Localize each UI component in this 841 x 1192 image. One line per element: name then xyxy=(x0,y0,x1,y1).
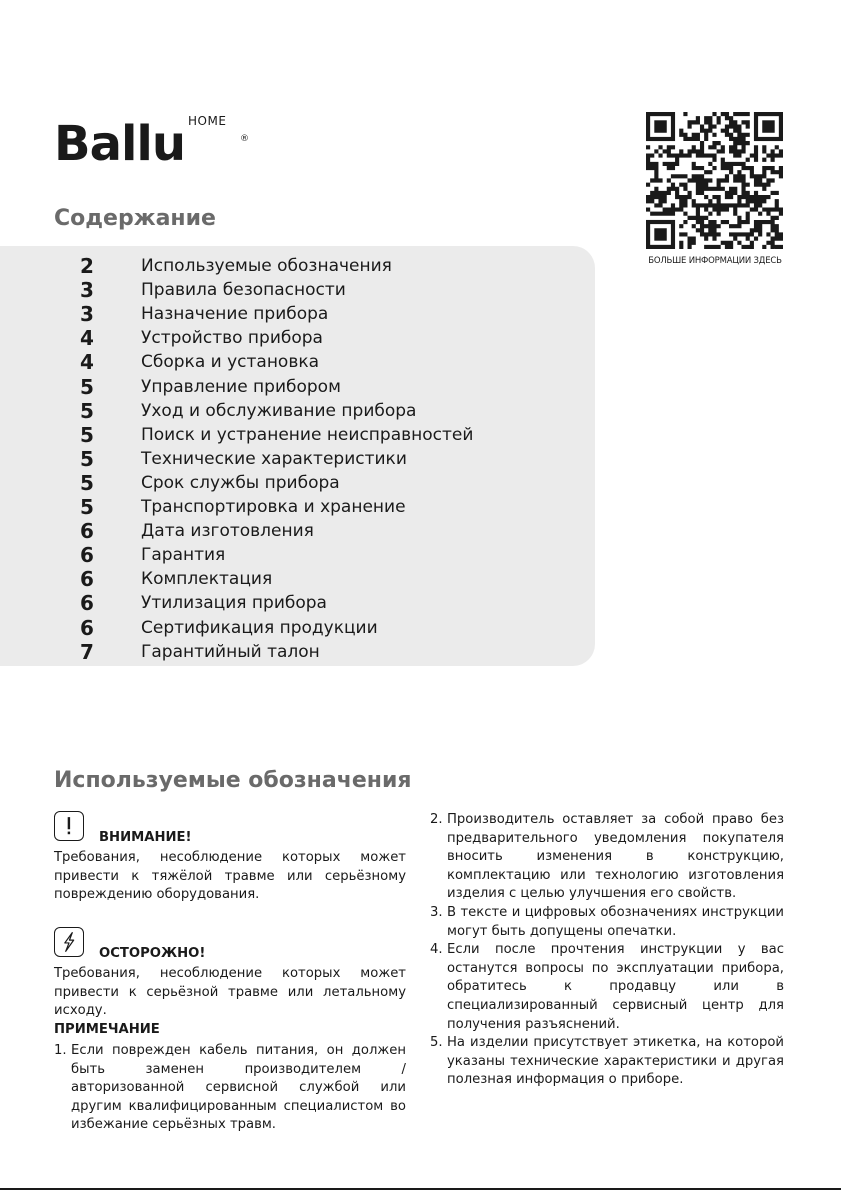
toc-item-label: Технические характеристики xyxy=(141,448,407,469)
toc-item-label: Устройство прибора xyxy=(141,328,323,349)
toc-item-label: Комплектация xyxy=(141,569,273,590)
toc-item-label: Правила безопасности xyxy=(141,280,346,301)
toc-item[interactable] xyxy=(0,302,595,326)
toc-item[interactable] xyxy=(0,350,595,374)
toc-item-label: Транспортировка и хранение xyxy=(141,497,406,517)
toc-item-page: 4 xyxy=(80,326,94,351)
qr-code-graphic xyxy=(646,112,783,249)
toc-item[interactable] xyxy=(0,567,595,591)
toc-item[interactable] xyxy=(0,543,595,567)
toc-item[interactable] xyxy=(0,254,595,278)
toc-item[interactable] xyxy=(0,519,595,543)
note-item xyxy=(54,1042,406,1135)
toc-item-page: 5 xyxy=(80,398,94,423)
note-item-text: В тексте и цифровых обозначениях инструкции могут быть допущены опечатки. xyxy=(447,904,784,939)
toc-item-page: 6 xyxy=(80,567,94,592)
toc-item-page: 5 xyxy=(80,422,94,447)
note-item xyxy=(430,1034,784,1090)
toc-item-page: 5 xyxy=(80,446,94,471)
caution-heading: ОСТОРОЖНО! xyxy=(99,946,206,961)
attention-icon xyxy=(54,811,84,841)
attention-heading: ВНИМАНИЕ! xyxy=(99,830,192,845)
toc-item-label: Используемые обозначения xyxy=(141,256,392,276)
brand-logo-sub: HOME xyxy=(188,114,227,128)
note-item-text: Если после прочтения инструкции у вас останутся вопросы по эксплуатации прибора, обратитесь к продавцу или в специализированный сервисный центр для получения разъяснений. xyxy=(447,942,784,1032)
section-title: Используемые обозначения xyxy=(54,768,412,793)
toc-item-page: 6 xyxy=(80,543,94,568)
toc-item-label: Гарантийный талон xyxy=(141,641,320,662)
toc-item-label: Управление прибором xyxy=(141,376,341,397)
toc-item[interactable] xyxy=(0,471,595,495)
note-item xyxy=(430,811,784,904)
toc-item-page: 5 xyxy=(80,374,94,399)
brand-logo-word: Ballu xyxy=(54,116,186,172)
note-list-left xyxy=(54,1042,406,1135)
note-item-text: Если поврежден кабель питания, он должен быть заменен производителем / авторизованной сервисной службой или другим квалифицированным специалистом во избежание серьёзных травм. xyxy=(71,1043,406,1133)
toc-item-page: 3 xyxy=(80,302,94,327)
qr-caption: БОЛЬШЕ ИНФОРМАЦИИ ЗДЕСЬ xyxy=(648,256,782,266)
toc-item-label: Уход и обслуживание прибора xyxy=(141,400,417,421)
note-item-number: 2. xyxy=(430,812,443,827)
toc-item[interactable] xyxy=(0,423,595,447)
caution-text: Требования, несоблюдение которых может привести к серьёзной травме или летальному исходу. xyxy=(54,966,406,1019)
note-item-number: 5. xyxy=(430,1035,443,1051)
toc-item[interactable] xyxy=(0,399,595,423)
brand-logo-reg: ® xyxy=(240,134,249,144)
toc-item[interactable] xyxy=(0,375,595,399)
toc-item-page: 6 xyxy=(80,615,94,640)
toc-item[interactable] xyxy=(0,495,595,519)
note-heading: ПРИМЕЧАНИЕ xyxy=(54,1022,160,1037)
toc-item-label: Сборка и установка xyxy=(141,352,320,373)
toc-item[interactable] xyxy=(0,278,595,302)
brand-logo xyxy=(54,114,249,172)
toc-item-label: Поиск и устранение неисправностей xyxy=(141,424,474,445)
note-item-number: 1. xyxy=(54,1043,67,1058)
caution-icon xyxy=(54,927,84,957)
toc-item-page: 6 xyxy=(80,519,94,544)
toc-item[interactable] xyxy=(0,326,595,350)
qr-code[interactable] xyxy=(646,112,783,249)
toc-item-page: 6 xyxy=(80,591,94,616)
toc-item-page: 2 xyxy=(80,254,94,278)
page-bottom-rule xyxy=(0,1188,841,1190)
toc-item-page: 3 xyxy=(80,278,94,303)
note-item-text: Производитель оставляет за собой право без предварительного уведомления покупателя вносить изменения в конструкцию, комплектацию или технологию изготовления изделия с целью улучшения его свойств. xyxy=(447,812,784,902)
toc-item-page: 4 xyxy=(80,350,94,375)
toc-item-label: Сертификация продукции xyxy=(141,617,378,638)
note-list-right xyxy=(430,811,784,1090)
toc-item-label: Назначение прибора xyxy=(141,304,329,325)
attention-text: Требования, несоблюдение которых может привести к тяжёлой травме или серьёзному повреждению оборудования. xyxy=(54,850,406,903)
note-item xyxy=(430,941,784,1034)
toc-item-label: Утилизация прибора xyxy=(141,593,327,614)
toc-item-page: 5 xyxy=(80,470,94,495)
toc-item[interactable] xyxy=(0,591,595,615)
toc-item-label: Дата изготовления xyxy=(141,521,314,542)
note-item-number: 3. xyxy=(430,904,443,920)
note-item xyxy=(430,904,784,941)
note-item-text: На изделии присутствует этикетка, на которой указаны технические характеристики и другая полезная информация о приборе. xyxy=(447,1035,784,1088)
toc-item-page: 5 xyxy=(80,495,94,519)
note-item-number: 4. xyxy=(430,942,443,958)
toc-item[interactable] xyxy=(0,447,595,471)
toc-item-page: 7 xyxy=(80,639,94,664)
toc-item[interactable] xyxy=(0,616,595,640)
toc-item-label: Гарантия xyxy=(141,545,226,566)
toc-item-label: Срок службы прибора xyxy=(141,472,340,493)
contents-title: Содержание xyxy=(54,206,216,231)
toc-item[interactable] xyxy=(0,640,595,664)
